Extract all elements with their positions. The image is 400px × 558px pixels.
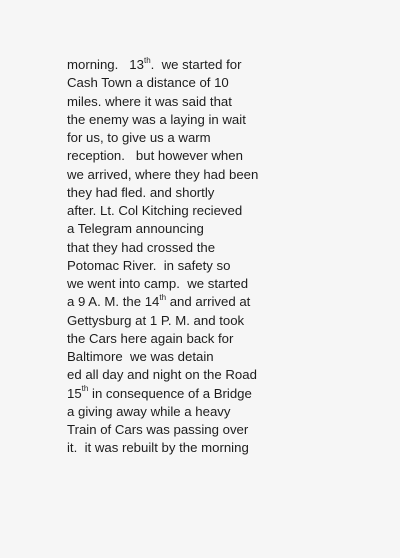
text-line — [67, 239, 367, 257]
text-line — [67, 421, 367, 439]
text-segment: the Cars here again back for — [67, 330, 234, 346]
text-line — [67, 184, 367, 202]
text-segment: for us, to give us a warm — [67, 130, 211, 145]
text-line — [67, 275, 367, 293]
text-line — [67, 330, 367, 348]
superscript-ordinal: th — [81, 384, 89, 394]
text-line — [67, 348, 367, 366]
text-line — [67, 312, 367, 330]
text-line — [67, 166, 367, 184]
text-segment: 15 — [67, 385, 82, 401]
text-segment: in consequence of a Bridge — [88, 385, 252, 401]
text-segment: a Telegram announcing — [67, 221, 204, 237]
text-segment: after. Lt. Col Kitching recieved — [67, 203, 243, 218]
text-segment: miles. where it was said that — [67, 93, 232, 109]
text-segment: Gettysburg at 1 P. M. and took — [67, 312, 245, 328]
text-line — [67, 147, 367, 165]
text-line — [67, 257, 367, 275]
text-line — [67, 439, 367, 457]
text-segment: we arrived, where they had been — [67, 166, 259, 182]
text-segment: ed all day and night on the Road — [67, 367, 257, 383]
text-segment: we went into camp. we started — [67, 276, 249, 291]
text-line — [67, 93, 367, 111]
superscript-ordinal: th — [159, 292, 167, 302]
transcription-text — [67, 56, 367, 458]
text-segment: Baltimore we was detain — [67, 349, 214, 364]
text-segment: a 9 A. M. the 14 — [67, 294, 160, 310]
text-segment: morning. 13 — [67, 57, 144, 72]
text-segment: the enemy was a laying in wait — [67, 111, 246, 127]
text-segment: . we started for — [150, 57, 242, 72]
text-line — [67, 74, 367, 92]
text-line — [67, 366, 367, 384]
text-segment: they had fled. and shortly — [67, 184, 215, 200]
text-line — [67, 220, 367, 238]
superscript-ordinal: th — [143, 55, 151, 65]
text-line — [67, 56, 367, 74]
text-segment: Cash Town a distance of 10 — [67, 75, 229, 91]
text-line — [67, 293, 367, 311]
text-line — [67, 403, 367, 421]
text-segment: a giving away while a heavy — [67, 403, 231, 419]
text-segment: Potomac River. in safety so — [67, 257, 231, 273]
text-line — [67, 129, 367, 147]
text-segment: and arrived at — [166, 294, 251, 310]
text-line — [67, 385, 367, 403]
text-segment: that they had crossed the — [67, 239, 216, 255]
text-segment: reception. but however when — [67, 148, 243, 164]
text-segment: it. it was rebuilt by the morning — [67, 440, 249, 456]
text-line — [67, 202, 367, 220]
text-line — [67, 111, 367, 129]
text-segment: Train of Cars was passing over — [67, 422, 249, 437]
